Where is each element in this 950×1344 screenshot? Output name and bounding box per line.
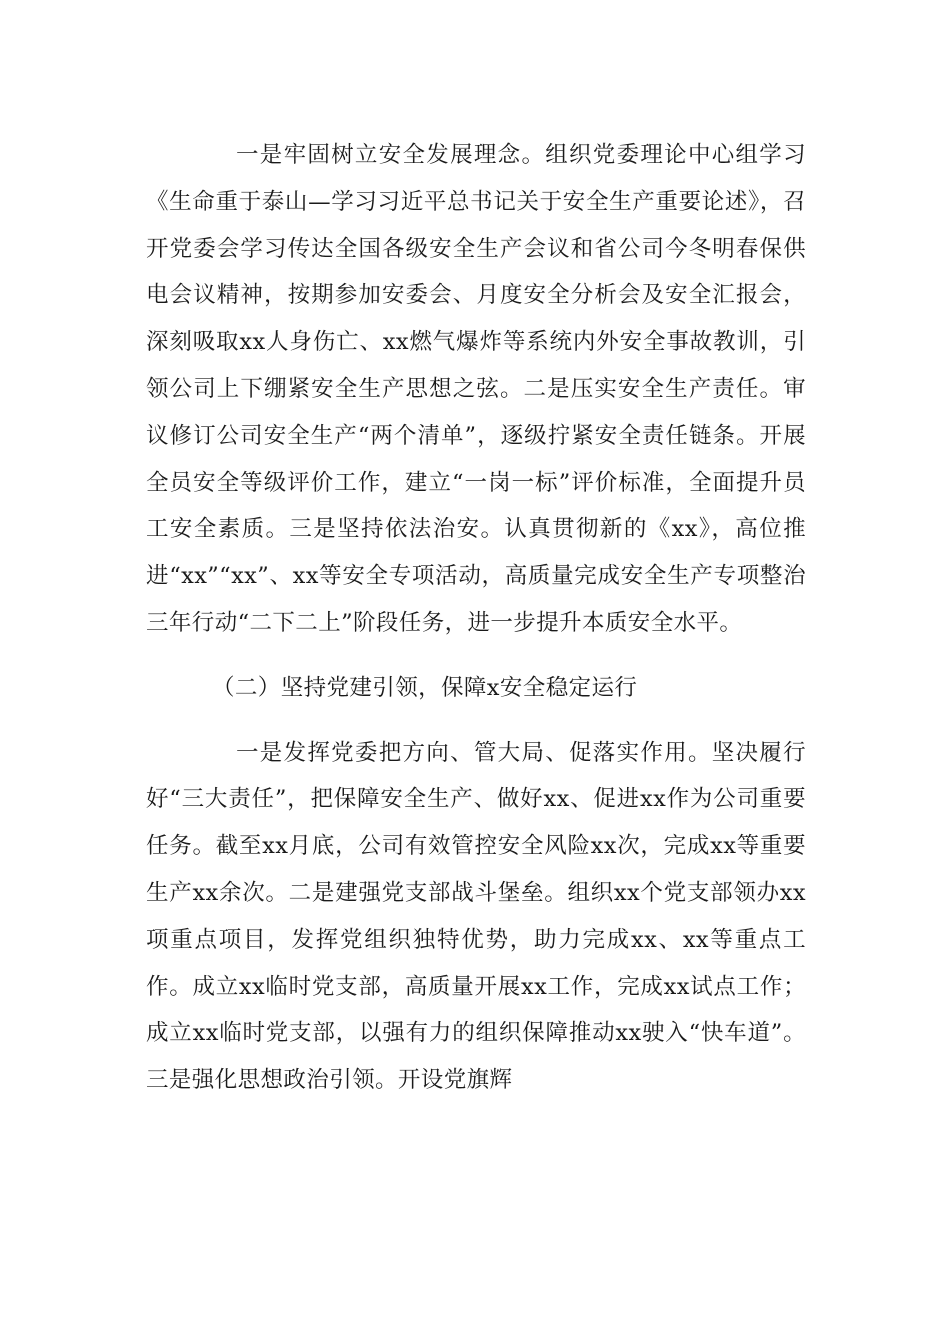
document-body	[146, 132, 806, 1122]
paragraph-party-committee-role: 一是发挥党委把方向、管大局、促落实作用。坚决履行好“三大责任”，把保障安全生产、做好xx、促进xx作为公司重要任务。截至xx月底，公司有效管控安全风险xx次，完成xx等重要生产xx余次。二是建强党支部战斗堡垒。组织xx个党支部领办xx项重点项目，发挥党组织独特优势，助力完成xx、xx等重点工作。成立xx临时党支部，高质量开展xx工作，完成xx试点工作；成立xx临时党支部，以强有力的组织保障推动xx驶入“快车道”。三是强化思想政治引领。开设党旗辉	[146, 739, 806, 1094]
section-heading-party-building: （二）坚持党建引领，保障x安全稳定运行	[212, 674, 638, 701]
paragraph-safety-development: 一是牢固树立安全发展理念。组织党委理论中心组学习《生命重于泰山—学习习近平总书记关于安全生产重要论述》，召开党委会学习传达全国各级安全生产会议和省公司今冬明春保供电会议精神，按期参加安委会、月度安全分析会及安全汇报会，深刻吸取xx人身伤亡、xx燃气爆炸等系统内外安全事故教训，引领公司上下绷紧安全生产思想之弦。二是压实安全生产责任。审议修订公司安全生产“两个清单”，逐级拧紧安全责任链条。开展全员安全等级评价工作，建立“一岗一标”评价标准，全面提升员工安全素质。三是坚持依法治安。认真贯彻新的《xx》，高位推进“xx”“xx”、xx等安全专项活动，高质量完成安全生产专项整治三年行动“二下二上”阶段任务，进一步提升本质安全水平。	[146, 142, 806, 636]
